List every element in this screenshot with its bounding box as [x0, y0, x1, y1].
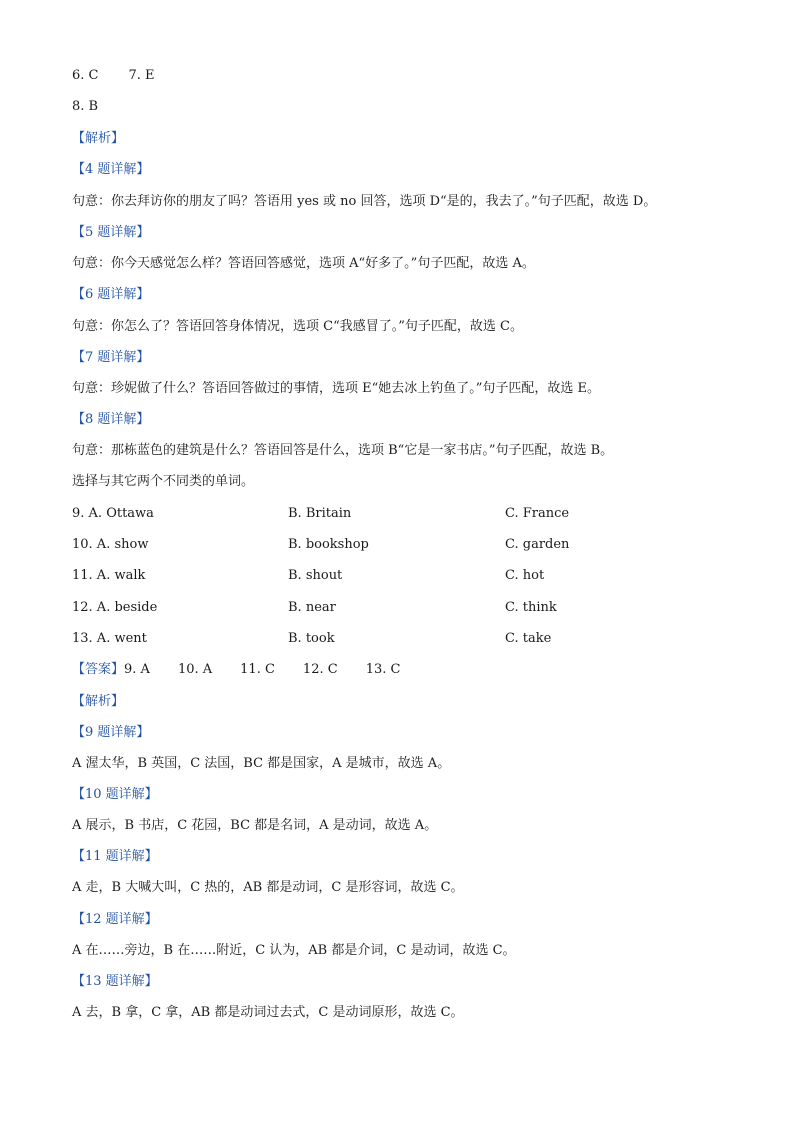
answer-item: 13. C — [365, 662, 401, 677]
analysis-label: 【解析】 — [72, 694, 125, 709]
section-instruction: 选择与其它两个不同类的单词。 — [72, 474, 255, 489]
option-a: 12. A. beside — [72, 600, 158, 615]
detail-header: 【6 题详解】 — [72, 287, 150, 302]
option-a: 13. A. went — [72, 631, 147, 646]
option-b: B. took — [288, 631, 335, 646]
detail-header: 【13 题详解】 — [72, 974, 158, 989]
option-c: C. hot — [505, 568, 545, 583]
answer-8: 8. B — [72, 99, 99, 114]
option-a: 10. A. show — [72, 537, 149, 552]
option-b: B. shout — [288, 568, 343, 583]
option-b: B. near — [288, 600, 336, 615]
option-c: C. take — [505, 631, 552, 646]
answer-item: 9. A — [124, 662, 150, 677]
detail-text: 句意：你去拜访你的朋友了吗？答语用 yes 或 no 回答，选项 D“是的，我去了。”句子匹配，故选 D。 — [72, 194, 657, 209]
detail-text: 句意：那栋蓝色的建筑是什么？答语回答是什么，选项 B“它是一家书店。”句子匹配，故选 B。 — [72, 443, 614, 458]
answer-label: 【答案】 — [72, 662, 125, 677]
detail-text: A 走，B 大喊大叫，C 热的，AB 都是动词，C 是形容词，故选 C。 — [72, 880, 464, 895]
detail-header: 【5 题详解】 — [72, 225, 150, 240]
option-c: C. garden — [505, 537, 570, 552]
analysis-label: 【解析】 — [72, 131, 125, 146]
detail-text: A 展示，B 书店，C 花园，BC 都是名词，A 是动词，故选 A。 — [72, 818, 438, 833]
answer-line — [72, 661, 400, 679]
option-c: C. think — [505, 600, 557, 615]
detail-text: A 去，B 拿，C 拿，AB 都是动词过去式，C 是动词原形，故选 C。 — [72, 1005, 464, 1020]
detail-header: 【11 题详解】 — [72, 849, 158, 864]
detail-header: 【12 题详解】 — [72, 912, 158, 927]
answer-row-6-7 — [72, 67, 155, 85]
detail-text: 句意：珍妮做了什么？答语回答做过的事情，选项 E“她去冰上钓鱼了。”句子匹配，故选 E。 — [72, 381, 601, 396]
detail-header: 【9 题详解】 — [72, 725, 150, 740]
answer-7: 7. E — [128, 68, 155, 83]
answer-item: 12. C — [302, 662, 338, 677]
answer-item: 11. C — [240, 662, 275, 677]
option-a: 9. A. Ottawa — [72, 506, 154, 521]
detail-header: 【4 题详解】 — [72, 162, 150, 177]
detail-text: A 在……旁边，B 在……附近，C 认为，AB 都是介词，C 是动词，故选 C。 — [72, 943, 516, 958]
detail-header: 【8 题详解】 — [72, 412, 150, 427]
detail-text: 句意：你今天感觉怎么样？答语回答感觉，选项 A“好多了。”句子匹配，故选 A。 — [72, 256, 535, 271]
option-b: B. Britain — [288, 506, 352, 521]
answer-6: 6. C — [72, 68, 99, 83]
answer-item: 10. A — [177, 662, 213, 677]
option-b: B. bookshop — [288, 537, 369, 552]
detail-header: 【7 题详解】 — [72, 350, 150, 365]
detail-text: 句意：你怎么了？答语回答身体情况，选项 C“我感冒了。”句子匹配，故选 C。 — [72, 319, 523, 334]
detail-header: 【10 题详解】 — [72, 787, 158, 802]
detail-text: A 渥太华，B 英国，C 法国，BC 都是国家，A 是城市，故选 A。 — [72, 756, 451, 771]
option-a: 11. A. walk — [72, 568, 146, 583]
option-c: C. France — [505, 506, 570, 521]
